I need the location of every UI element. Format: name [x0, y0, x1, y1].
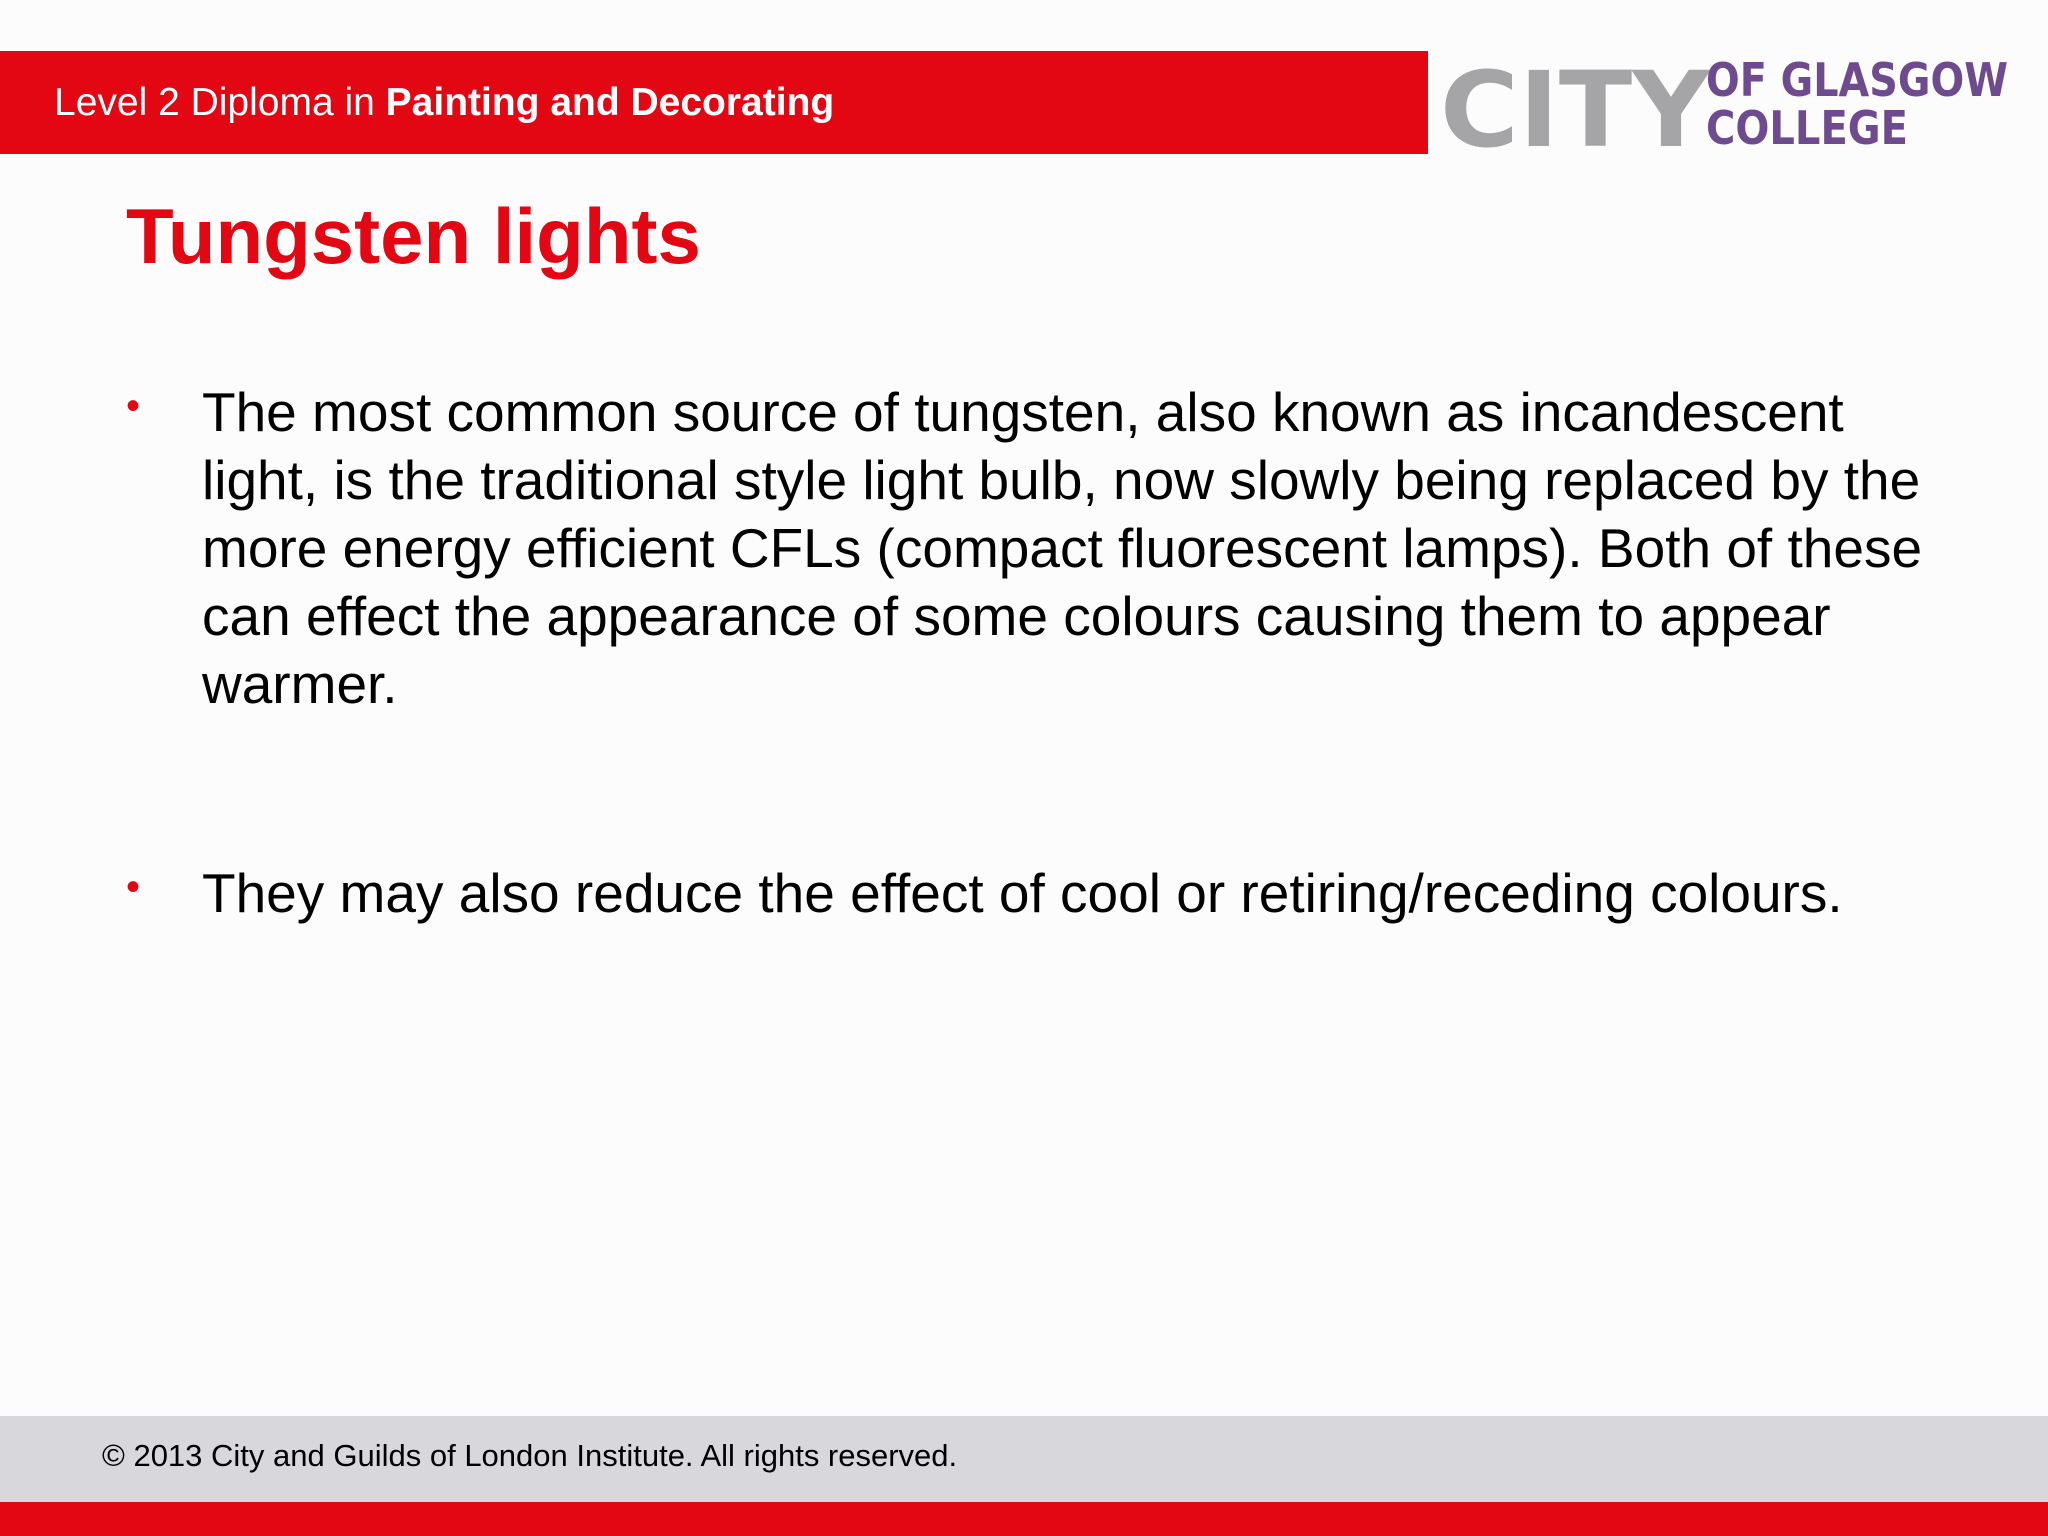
slide-title: Tungsten lights	[126, 192, 701, 280]
course-prefix: Level 2 Diploma in	[54, 81, 386, 124]
bullet-text: They may also reduce the effect of cool or retiring/receding colours.	[202, 862, 1843, 924]
bottom-accent-strip	[0, 1502, 2048, 1536]
course-header-bar	[0, 51, 1428, 154]
bullet-text: The most common source of tungsten, also known as incandescent light, is the traditional style light bulb, now slowly being replaced by the more energy efficient CFLs (compact fluorescent lamps). Both of these can effect the appearance of some colours causing them to appear warmer.	[202, 381, 1923, 715]
logo-line1-text: OF GLASGOW	[1706, 53, 2008, 107]
bullet-marker: •	[126, 384, 141, 428]
copyright-text: © 2013 City and Guilds of London Institute. All rights reserved.	[102, 1438, 958, 1473]
college-logo	[1440, 49, 2018, 171]
bullet-list	[126, 378, 1956, 927]
bullet-marker: •	[126, 865, 141, 909]
logo-line2-text: COLLEGE	[1706, 101, 1908, 155]
course-name: Painting and Decorating	[385, 81, 835, 124]
footer-bar	[0, 1416, 2048, 1502]
bullet-item	[126, 859, 1956, 927]
bullet-item	[126, 378, 1956, 718]
logo-city-text: CITY	[1440, 49, 1712, 171]
